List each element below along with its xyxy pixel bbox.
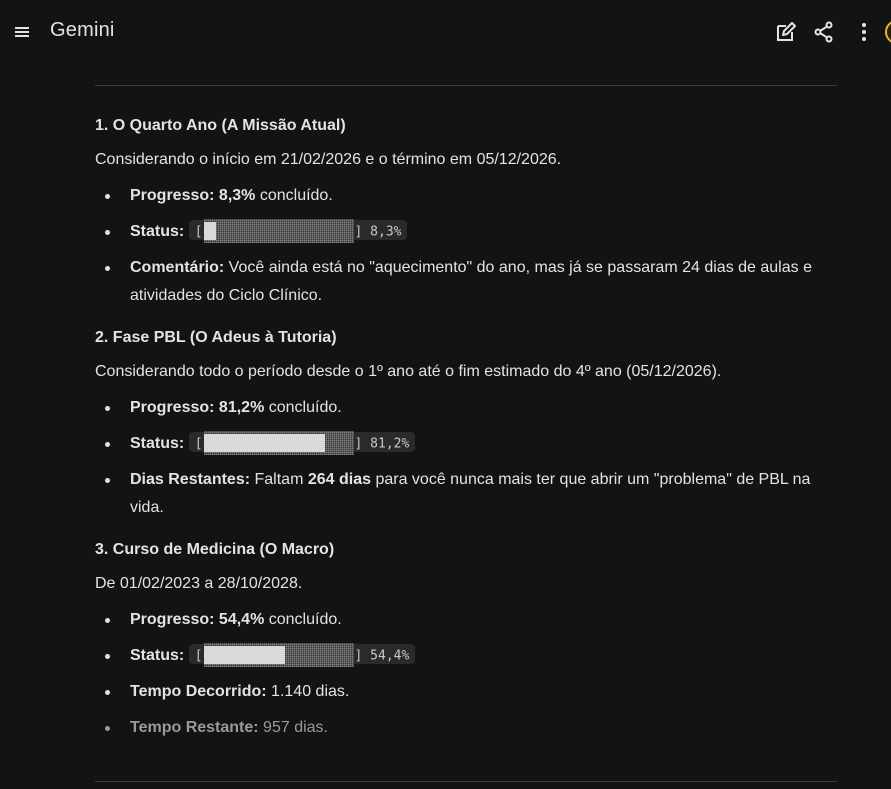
status-open-bracket: [ (194, 224, 203, 240)
progress-bar (204, 643, 354, 667)
bullet-list (95, 606, 837, 742)
item-text-pre: Faltam (250, 471, 308, 488)
item-label: Status: (130, 223, 185, 240)
progress-bar (204, 431, 354, 455)
list-item-comentario (95, 254, 837, 310)
list-item-progresso (95, 606, 837, 634)
item-text: concluído. (255, 187, 333, 204)
bullet-list (95, 394, 837, 522)
status-progress-code (189, 432, 416, 452)
section-title: 1. O Quarto Ano (A Missão Atual) (95, 117, 346, 134)
progress-bar-fill (204, 222, 216, 240)
item-label: Progresso: (130, 399, 215, 416)
item-text: concluído. (264, 611, 342, 628)
status-open-bracket: [ (194, 648, 203, 664)
input-area-edge (95, 781, 837, 782)
progress-bar-fill (204, 646, 286, 664)
more-vert-icon[interactable] (852, 20, 876, 44)
item-text: para você nunca mais ter que abrir um "problema" de PBL na vida. (130, 471, 811, 516)
progress-value: 81,2% (218, 399, 265, 416)
item-text: 1.140 dias. (266, 683, 350, 700)
list-item-tempo-restante (95, 714, 837, 742)
item-label: Progresso: (130, 187, 215, 204)
status-close-percent: ] 81,2% (354, 436, 410, 452)
item-text: 957 dias. (258, 719, 328, 736)
item-label: Comentário: (130, 259, 225, 276)
item-label: Progresso: (130, 611, 215, 628)
divider (95, 85, 837, 86)
bullet-list (95, 182, 837, 310)
item-label: Tempo Restante: (130, 719, 259, 736)
section-description: Considerando todo o período desde o 1º ano até o fim estimado do 4º ano (05/12/2026). (95, 363, 722, 380)
item-label: Status: (130, 435, 185, 452)
response-content (95, 112, 837, 756)
item-label: Dias Restantes: (130, 471, 251, 488)
item-label: Tempo Decorrido: (130, 683, 267, 700)
status-progress-code (189, 220, 408, 240)
item-text: concluído. (264, 399, 342, 416)
section-title: 2. Fase PBL (O Adeus à Tutoria) (95, 329, 337, 346)
progress-bar (204, 219, 354, 243)
section-title: 3. Curso de Medicina (O Macro) (95, 541, 335, 558)
days-value: 264 dias (307, 471, 371, 488)
status-close-percent: ] 8,3% (354, 224, 402, 240)
progress-value: 54,4% (218, 611, 265, 628)
list-item-progresso (95, 394, 837, 422)
section-curso-medicina (95, 536, 837, 742)
avatar[interactable] (885, 20, 891, 44)
item-text: Você ainda está no "aquecimento" do ano, mas já se passaram 24 dias de aulas e atividades do Ciclo Clínico. (130, 259, 812, 304)
section-description: Considerando o início em 21/02/2026 e o término em 05/12/2026. (95, 151, 562, 168)
list-item-status (95, 218, 837, 246)
top-app-bar (0, 0, 891, 64)
edit-icon[interactable] (774, 20, 798, 44)
list-item-dias-restantes (95, 466, 837, 522)
list-item-tempo-decorrido (95, 678, 837, 706)
progress-bar-track (204, 219, 354, 243)
section-quarto-ano (95, 112, 837, 310)
list-item-status (95, 430, 837, 458)
status-open-bracket: [ (194, 436, 203, 452)
item-label: Status: (130, 647, 185, 664)
share-icon[interactable] (812, 20, 836, 44)
list-item-status (95, 642, 837, 670)
progress-bar-fill (204, 434, 326, 452)
list-item-progresso (95, 182, 837, 210)
status-close-percent: ] 54,4% (354, 648, 410, 664)
status-progress-code (189, 644, 416, 664)
section-description: De 01/02/2023 a 28/10/2028. (95, 575, 303, 592)
menu-icon[interactable] (14, 24, 30, 40)
section-fase-pbl (95, 324, 837, 522)
progress-value: 8,3% (218, 187, 256, 204)
app-title: Gemini (50, 19, 115, 41)
